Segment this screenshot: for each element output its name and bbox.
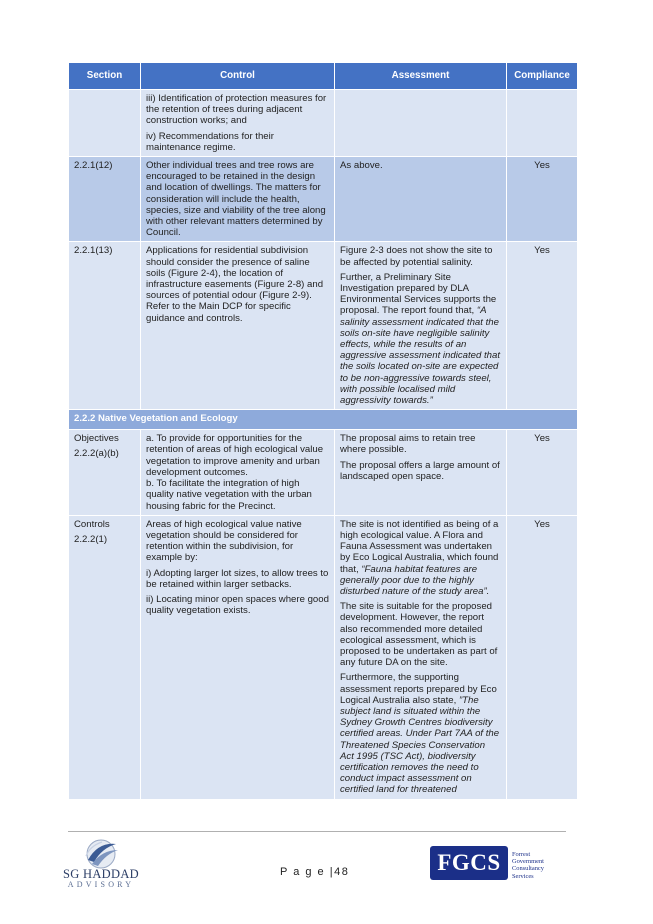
assessment-quote: ”The subject land is situated within the Sydney Growth Centres biodiversity certified areas. Under Part 7AA of the Threatened Species Conservation Act 1995 (TSC Act), biodiversity certification removes the need to conduct impact assessment on certified land for threatened: [340, 694, 500, 796]
assessment-text-plain: Further, a Preliminary Site Investigation prepared by DLA Environmental Services supports the proposal. The report found that,: [340, 271, 497, 317]
table-row: [69, 242, 578, 410]
control-text: b. To facilitate the integration of high quality native vegetation with the urban housing fabric for the Precinct.: [146, 478, 312, 512]
section-label: Objectives: [74, 433, 119, 445]
cell-control: [141, 515, 335, 799]
control-text: iv) Recommendations for their maintenance regime.: [146, 130, 274, 153]
assessment-text: The proposal aims to retain tree where possible.: [340, 433, 476, 456]
assessment-text-plain: Furthermore, the supporting assessment reports prepared by Eco Logical Australia also state,: [340, 672, 497, 706]
cell-section: 2.2.1(12): [69, 157, 141, 242]
cell-compliance: Yes: [507, 157, 578, 242]
page-number: P a g e |48: [280, 866, 350, 878]
section-heading-row: [69, 410, 578, 430]
cell-control: Applications for residential subdivision should consider the presence of saline soils (Figure 2-4), the location of infrastructure easements (Figure 2-8) and sources of potential odour (Figure 2-9). Refer to the Main DCP for specific guidance and controls.: [141, 242, 335, 410]
sg-haddad-subtitle: ADVISORY: [67, 880, 135, 889]
sg-haddad-name: SG HADDAD: [63, 867, 139, 881]
control-text: ii) Locating minor open spaces where good quality vegetation exists.: [146, 593, 329, 617]
assessment-quote: “A salinity assessment indicated that the soils on-site have negligible salinity effects, while the results of an aggressive assessment indicated that the soils located on-site are expected to be non-aggressive towards steel, with possible localised mild aggressivity towards.”: [340, 305, 500, 407]
cell-assessment: [335, 515, 507, 799]
cell-control: Other individual trees and tree rows are encouraged to be retained in the design and location of dwellings. The matters for consideration will include the health, species, size and viability of the tree along with other relevant matters determined by Council.: [141, 157, 335, 242]
table-row: [69, 515, 578, 799]
assessment-table: [68, 62, 578, 800]
cell-compliance: [507, 90, 578, 157]
assessment-text: Figure 2-3 does not show the site to be affected by potential salinity.: [340, 245, 493, 268]
header-section: Section: [69, 63, 141, 90]
cell-compliance: Yes: [507, 430, 578, 515]
assessment-text-plain: The site is not identified as being of a high ecological value. A Flora and Fauna Assessment was undertaken by Eco Logical Australia, which found that,: [340, 518, 499, 575]
control-text: a. To provide for opportunities for the retention of areas of high ecological value vegetation to improve amenity and urban development outcomes.: [146, 433, 324, 478]
control-text: Areas of high ecological value native vegetation should be considered for retention within the subdivision, for example by:: [146, 518, 302, 564]
section-label: 2.2.2(a)(b): [74, 448, 119, 460]
assessment-text: [340, 672, 501, 795]
section-label: Controls: [74, 518, 110, 530]
cell-assessment: [335, 90, 507, 157]
cell-section: [69, 90, 141, 157]
assessment-text: [340, 272, 501, 406]
cell-assessment: As above.: [335, 157, 507, 242]
cell-section: 2.2.1(13): [69, 242, 141, 410]
cell-section: [69, 430, 141, 515]
header-compliance: Compliance: [507, 63, 578, 90]
table-row: [69, 430, 578, 515]
table-row: [69, 90, 578, 157]
footer-divider: [68, 831, 566, 832]
table-row: [69, 157, 578, 242]
section-label: 2.2.2(1): [74, 533, 108, 545]
header-assessment: Assessment: [335, 63, 507, 90]
assessment-quote: “Fauna habitat features are generally poor due to the highly disturbed nature of the study area”.: [340, 563, 490, 597]
assessment-text: The site is suitable for the proposed development. However, the report also recommended more detailed ecological assessment, which is proposed to be undertaken as part of any future DA on the site.: [340, 601, 498, 669]
fgcs-line: Government: [512, 858, 544, 866]
fgcs-logo-text: [512, 851, 544, 880]
control-text: i) Adopting larger lot sizes, to allow trees to be retained within larger setbacks.: [146, 567, 329, 590]
fgcs-line: Services: [512, 872, 534, 880]
table-header-row: [69, 63, 578, 90]
fgcs-line: Forrest: [512, 851, 531, 858]
control-text: iii) Identification of protection measures for the retention of trees during adjacent construction works; and: [146, 93, 327, 127]
fgcs-line: Consultancy: [512, 865, 544, 873]
cell-compliance: Yes: [507, 242, 578, 410]
cell-compliance: Yes: [507, 515, 578, 799]
cell-section: [69, 515, 141, 799]
assessment-text: [340, 519, 501, 597]
header-control: Control: [141, 63, 335, 90]
cell-control: [141, 90, 335, 157]
cell-control: [141, 430, 335, 515]
fgcs-logo: FGCS: [430, 846, 508, 880]
section-heading: 2.2.2 Native Vegetation and Ecology: [69, 410, 578, 430]
cell-assessment: [335, 242, 507, 410]
cell-assessment: [335, 430, 507, 515]
assessment-text: The proposal offers a large amount of landscaped open space.: [340, 459, 500, 482]
